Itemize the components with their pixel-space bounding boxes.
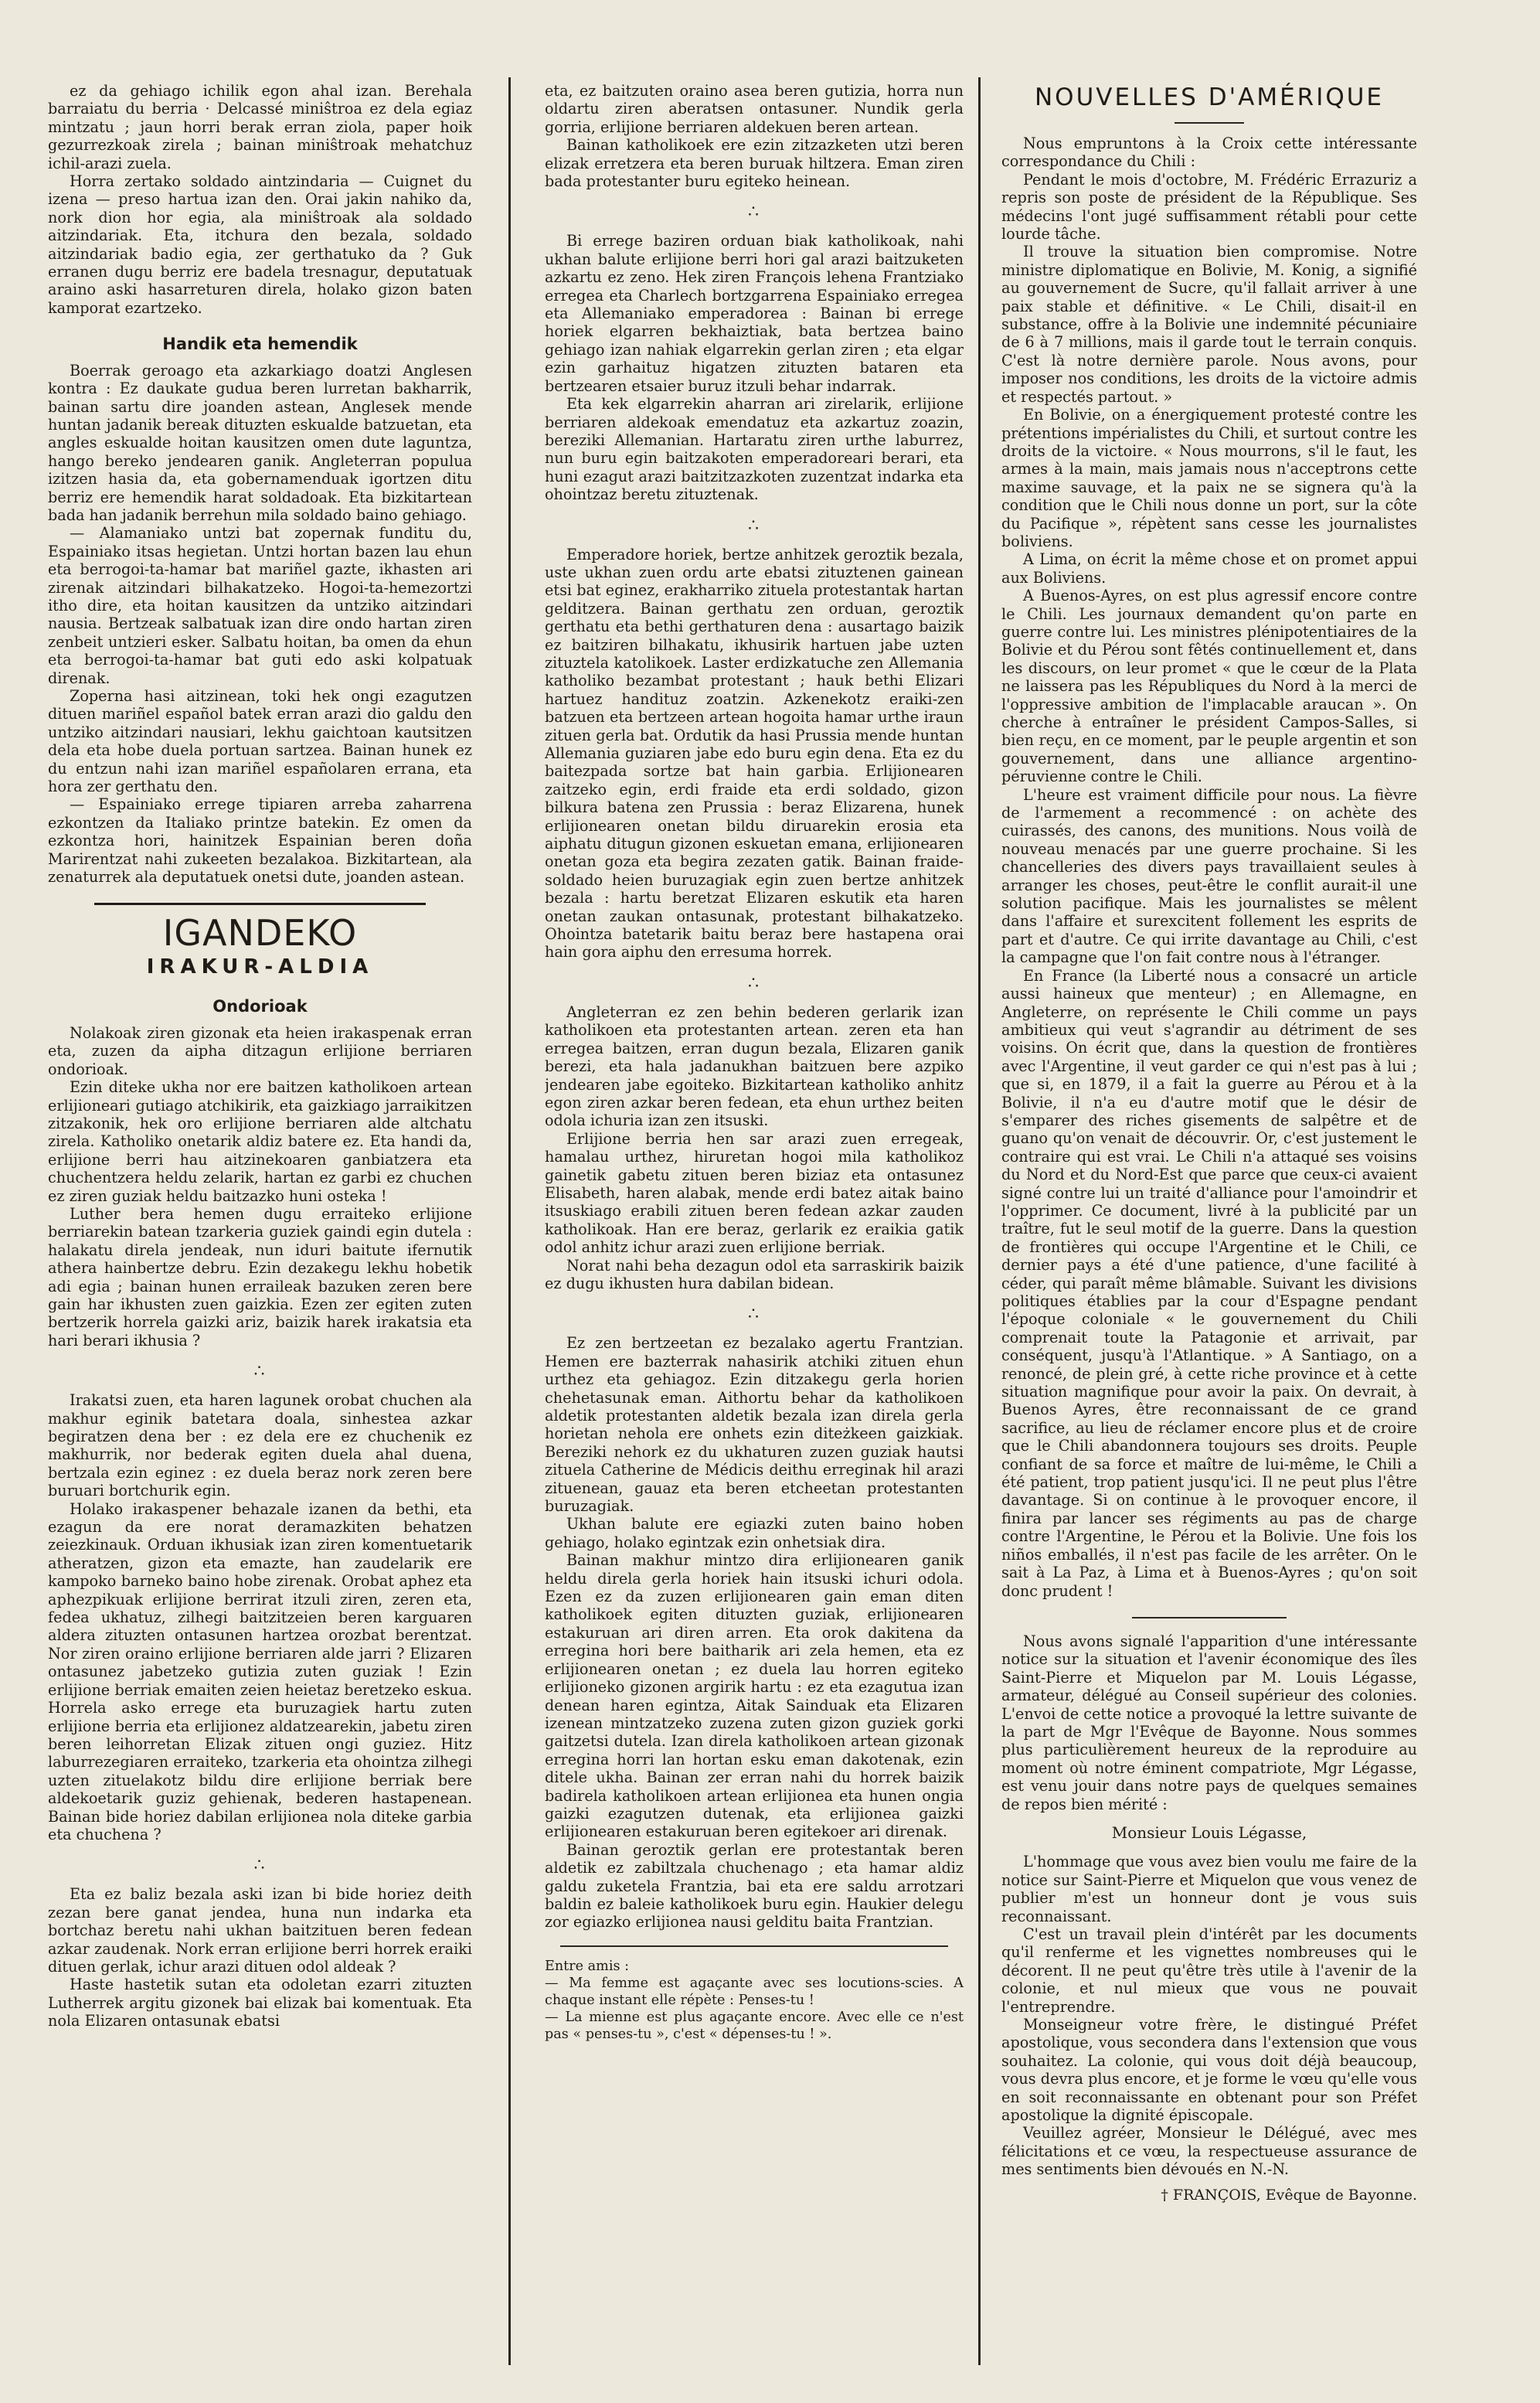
paragraph: Erlijione berria hen sar arazi zuen erregeak, hamalau urthez, hiruretan hogoi mila katholikoz gainetik gabetu zituen beren biziaz eta ontasunez Elisabeth, haren alabak, mende erdi batez aitak baino itsuskiago erabili zituen beren fedean azkar zauden katholikoak. Han ere beraz, gerlarik ez eraikia gatik odol anhitz ichur arazi zuen erlijione berriak. xyxy=(545,1129,964,1257)
paragraph: Nous avons signalé l'apparition d'une intéressante notice sur la situation et l'avenir économique des îles Saint-Pierre et Miquelon par M. Louis Légasse, armateur, délégué au Conseil supérieur des colonies. L'envoi de cette notice a provoqué la lettre suivante de la part de Mgr l'Evêque de Bayonne. Nous sommes plus particulièrement heureux de la reproduire au moment où notre éminent compatriote, Mgr Légasse, est venu jouir dans notre pays de quelques semaines de repos bien mérité : xyxy=(1001,1632,1417,1813)
letter-salutation: Monsieur Louis Légasse, xyxy=(1111,1823,1307,1842)
note-line: — Ma femme est agaçante avec ses locutions-scies. A chaque instant elle répète : Penses-tu ! xyxy=(545,1975,964,2008)
ornament-icon: ∴ xyxy=(748,203,760,223)
paragraph: Horra zertako soldado aintzindaria — Cuignet du izena — preso hartua izan den. Orai jakin nahiko da, nork dion hor egia, ala miniŝtroak ala soldado aitzindariak. Eta, itchura den bezala, soldado aitzindariak badio egia, zer gerthatuko da ? Guk erranen dugu berriz ere badela tresnagur, deputatuak araino aski hasarreturen direla, holako gizon baten kamporat ezartzeko. xyxy=(48,172,472,317)
signature: † FRANÇOIS, Evêque de Bayonne. xyxy=(1161,2186,1417,2204)
paragraph: Bainan katholikoek ere ezin zitzazketen utzi beren elizak erretzera eta beren buruak hiltzera. Eman ziren bada protestanter buru egiteko heinean. xyxy=(545,136,964,191)
paragraph: En France (la Liberté nous a consacré un article aussi haineux que menteur) ; en Allemagne, en Angleterre, on représente le Chili comme un pays ambitieux qui veut s'agrandir au détriment de ses voisins. On écrit que, dans la question de frontières avec l'Argentine, il veut garder ce qui n'est pas à lui ; que si, en 1879, il a fait la guerre au Pérou et à la Bolivie, il n'a eu d'autre motif que le désir de s'emparer des riches gisements de salpêtre et de guano qu'on venait de découvrir. Or, c'est justement le contraire qui est vrai. Le Chili n'a attaqué ses voisins du Nord et du Nord-Est que parce que ceux-ci avaient signé contre lui un traité d'alliance pour l'amoindrir et l'opprimer. Ce document, livré à la publicité par un traître, fut le seul motif de la guerre. Dans la question de frontières qui occupe l'Argentine et le Chili, ce dernier pays a été d'une patience, d'une facilité à céder, qui paraît même blâmable. Suivant les divisions politiques établies par la cour d'Espagne pendant l'époque coloniale « le gouvernement du Chili comprenait toute la Patagonie et arrivait, par conséquent, jusqu'à l'Atlantique. » A Santiago, on a renoncé, de plein gré, à cette riche province et à cette situation magnifique pour avoir la paix. On devrait, à Buenos Ayres, être reconnaissant de ce grand sacrifice, au lieu de réclamer encore plus et de croire que le Chili abandonnera toujours ses droits. Peuple confiant de sa force et maître de lui-même, le Chili a été patient, trop patient jusqu'ici. Il ne peut plus l'être davantage. Si on continue à le provoquer encore, il finira par lancer ses régiments au pas de charge contre l'Argentine, le Pérou et la Bolivie. Une fois los niños emballés, il n'est pas facile de les arrêter. On le sait à La Paz, à Lima et à Buenos-Ayres ; qu'on soit donc prudent ! xyxy=(1001,966,1417,1600)
paragraph: eta, ez baitzuten oraino asea beren gutizia, horra nun oldartu ziren aberatsen ontasuner. Nundik gerla gorria, erlijione berriaren aldekuen beren artean. xyxy=(545,82,964,136)
paragraph: Ezin diteke ukha nor ere baitzen katholikoen artean erlijioneari gutiago atchikirik, eta gaizkiago jarraikitzen zitzakonik, hek oro erlijione berriaren alde altchatu zirela. Katholiko onetarik aldiz batere ez. Eta handi da, erlijione berri hau aitzinekoaren ganbiatzera eta chuchentzera heldu zelarik, hartan ez garbi ez chuchen ez ziren guziak heldu baitzazko huni osteka ! xyxy=(48,1078,472,1205)
paragraph: Ez zen bertzeetan ez bezalako agertu Frantzian. Hemen ere bazterrak nahasirik atchiki zituen ehun urthez eta gehiagoz. Ezin ditzakegu gerla horien chehetasunak eman. Aithortu behar da katholikoen aldetik protestanten aldetik bezala izan direla gerla horietan nehola ere onhets ezin diteżkeen gaizkiak. Bereziki nehork ez du ukhaturen zuzen guziak hautsi zituela Catherine de Médicis deithu erreginak hil arazi zituenean, gauaz eta beren etcheetan protestanten buruzagiak. xyxy=(545,1334,964,1516)
banner-rule xyxy=(94,903,426,905)
paragraph: En Bolivie, on a énergiquement protesté contre les prétentions impérialistes du Chili, et surtout contre les droits de la victoire. « Nous mourrons, s'il le faut, les armes à la main, mais jamais nous n'acceptrons cette maxime sauvage, et la paix ne se signera qu'à la condition que le Chili nous donne un port, sur la côte du Pacifique », répètent sans cesse les journalistes boliviens. xyxy=(1001,406,1417,550)
joke-note xyxy=(545,1958,964,2043)
paragraph: Zoperna hasi aitzinean, toki hek ongi ezagutzen dituen mariñel español batek erran arazi dio galdu den untziko aitzindari nausiari, lekhu gaichtoan kautsitzen dela eta hobe duela portuan sartzea. Bainan hunek ez du entzun nahi izan mariñel españolaren errana, eta hora zer gerthatu den. xyxy=(48,687,472,796)
column-right xyxy=(1001,82,1417,2370)
ornament-icon: ∴ xyxy=(253,1362,267,1382)
paragraph: Pendant le mois d'octobre, M. Frédéric Errazuriz a repris son poste de président de la République. Ses médecins l'ont jugé suffisamment rétabli pour cette lourde tâche. xyxy=(1001,170,1417,243)
ornament-icon: ∴ xyxy=(748,1305,760,1325)
paragraph: ez da gehiago ichilik egon ahal izan. Berehala barraiatu du berria · Delcassé miniŝtroa ez dela egiaz mintzatu ; jaun horri berak erran ziola, paper hoik gezurrezkoak zirela ; bainan miniŝtroak mehatchuz ichil-arazi zuela. xyxy=(48,82,472,172)
paragraph: Il trouve la situation bien compromise. Notre ministre diplomatique en Bolivie, M. Konig, a signifié au gouvernement de Sucre, qu'il fallait arriver à une paix stable et définitive. « Le Chili, disait-il en substance, offre à la Bolivie une indemnité pécuniaire de 6 à 7 millions, mais il garde tout le terrain conquis. C'est là notre dernière parole. Nous avons, pour imposer nos conditions, les droits de la victoire admis et respectés partout. » xyxy=(1001,243,1417,406)
paragraph: — Alamaniako untzi bat zopernak funditu du, Espainiako itsas hegietan. Untzi hortan bazen lau ehun eta berrogoi-ta-hamar bat mariñel gazte, ikhasten ari zirenak aitzindari bilhakatzeko. Hogoi-ta-hemezortzi itho dire, eta hoitan kausitzen da untziko aitzindari nausia. Bertzeak salbatuak izan dire ondo hartan ziren zenbeit untzieri esker. Salbatu hoitan, ba omen da ehun eta berrogoi-ta-hamar bat guti edo aski kolpatuak direnak. xyxy=(48,524,472,687)
separator-rule xyxy=(1132,1617,1287,1618)
paragraph: Luther bera hemen dugu erraiteko erlijione berriarekin batean tzarkeria guziek gaindi egin dutela : halakatu direla jendeak, nun iduri baitute ifernutik athera hainbertze debru. Ezin dezakegu lekhu hobetik adi egia ; bainan hunen erraileak bazuken zeren bere gain har ikhusten zuen gaizkia. Ezen zer egiten zuten bertzerik horrela gaizki ariz, baizik harek irakatsia eta hari berari ikhusia ? xyxy=(48,1204,472,1350)
section-heading: Handik eta hemendik xyxy=(162,335,358,354)
paragraph: L'hommage que vous avez bien voulu me faire de la notice sur Saint-Pierre et Miquelon que vous venez de publier m'est un honneur dont je vous suis reconnaissant. xyxy=(1001,1853,1417,1925)
ornament-icon: ∴ xyxy=(748,973,760,993)
paragraph: Ukhan balute ere egiazki zuten baino hoben gehiago, holako egintzak ezin onhetsiak dira. xyxy=(545,1515,964,1551)
section-title: NOUVELLES D'AMÉRIQUE xyxy=(1034,83,1385,111)
paragraph: A Lima, on écrit la même chose et on promet appui aux Boliviens. xyxy=(1001,550,1417,587)
paragraph: Emperadore horiek, bertze anhitzek geroztik bezala, uste ukhan zuen ordu arte ebatsi zituztenen gainean etsi bat eginez, erakharriko zituela protestantak hartan gelditzera. Bainan gerthatu zen orduan, geroztik gerthatu eta bethi gerthaturen dena : ausartago baizik ez baitziren bilhakatu, ikhusirik hartuen jabe uzten zituztela katolikoek. Laster erdizkatuche zen Allemania katholiko bezambat protestant ; hauk bethi Elizari hartuez handituz zoatzin. Azkenekotz eraiki-zen batzuen eta bertzeen artean hogoita hamar urthe iraun zituen gerla bat. Ordutik da hasi Prussia mende huntan Allemania guziaren jabe edo buru egin dena. Eta ez du baitezpada sortze bat hain garbia. Erlijionearen zaitzeko egin, erdi fraide eta erdi soldado, gizon bilkura batena zen Prussia : beraz Elizarena, hunek erlijionearen onetan bildu diruarekin erosia eta aiphatu ditugun gizonen eskuetan emana, erlijionearen onetan goza eta begira zezaten gatik. Bainan fraide-soldado heien buruzagiak egin zuen bertze anhitzek bezala : hartu beretzat Elizaren eskutik eta haren onetan zaukan ontasunak, protestant bilhakatzeko. Ohointza batetarik baitu beraz bere hastapena orai hain gora aiphu den erresuma horrek. xyxy=(545,545,964,962)
paragraph: Boerrak geroago eta azkarkiago doatzi Anglesen kontra : Ez daukate gudua beren lurretan bakharrik, bainan sartu dire joanden astean, Anglesek mende huntan jadanik bereak dituzten eskualde batzuetan, eta angles eskualde hoitan kausitzen omen dute laguntza, hango bereko jendearen ganik. Angleterran populua izitzen hasia da, eta gobernamenduak igortzen ditu berriz ere hemendik harat soldadoak. Eta bizkitartean bada han jadanik berrehun mila soldado baino gehiago. xyxy=(48,361,472,524)
paragraph: C'est un travail plein d'intérêt par les documents qu'il renferme et les vignettes nombreuses qui le décorent. Il ne peut qu'être très utile à l'avenir de la colonie, et nul mieux que vous ne pouvait l'entreprendre. xyxy=(1001,1925,1417,2016)
paragraph: Nous empruntons à la Croix cette intéressante correspondance du Chili : xyxy=(1001,134,1417,171)
paragraph: A Buenos-Ayres, on est plus agressif encore contre le Chili. Les journaux demandent qu'on parte en guerre contre lui. Les ministres plénipotentiaires de la Bolivie et du Pérou sont fêtés continuellement et, dans les discours, on leur promet « que le cœur de la Plata ne laissera pas les Républiques du Nord à la merci de l'oppressive ambition de l'implacable araucan ». On cherche à entraîner le président Campos-Salles, si bien reçu, en ce moment, par le peuple argentin et son gouvernement, dans une alliance argentino-péruvienne contre le Chili. xyxy=(1001,587,1417,786)
paragraph: Monseigneur votre frère, le distingué Préfet apostolique, vous secondera dans l'extension que vous souhaitez. La colonie, qui vous doit déjà beaucoup, vous devra plus encore, et je forme le vœu qu'elle vous en soit reconnaissante en obtenant pour son Préfet apostolique la dignité épiscopale. xyxy=(1001,2016,1417,2125)
paragraph: Norat nahi beha dezagun odol eta sarraskirik baizik ez dugu ikhusten hura dabilan bidean. xyxy=(545,1256,964,1292)
column-middle xyxy=(545,82,964,2370)
paragraph: Irakatsi zuen, eta haren lagunek orobat chuchen ala makhur eginik batetara doala, sinhestea azkar begiratzen dena ber : ez dela ere ez chuchenik ez makhurrik, nor bederak egiten duela ahal duena, bertzala ezin eginez : ez duela beraz nork zeren bere buruari bortchurik egin. xyxy=(48,1391,472,1500)
paragraph: Eta ez baliz bezala aski izan bi bide horiez deith zezan bere ganat jendea, huna nun indarka eta bortchaz beretu nahi ukhan baitzituen beren fedean azkar zaudenak. Nork erran erlijione berri horrek eraiki dituen gerlak, ichur arazi dituen odol aldeak ? xyxy=(48,1885,472,1976)
paragraph: Angleterran ez zen behin bederen gerlarik izan katholikoen eta protestanten artean. zeren eta han erregea baitzen, erran dugun bezala, Elizaren ganik berezi, eta hala jadanukhan baitzuen bere azpiko jendearen jabe egoiteko. Bizkitartean katholiko anhitz egon ziren azkar beren fedean, eta ehun urthez beiten odola ichuria izan zen itsuski. xyxy=(545,1002,964,1130)
paragraph: Bi errege baziren orduan biak katholikoak, nahi ukhan balute erlijione berri hori gal arazi baitzuketen azkartu ez zeno. Hek ziren François lehena Frantziako erregea eta Charlech bortzgarrena Espainiako erregea eta Allemaniako emperadorea : Bainan bi errege horiek elgarren bekhaiztiak, bata bertzea baino gehiago izan nahiak elgarrekin gerlan ziren ; eta elgar ezin garhaituz higatzen zituzten bataren eta bertzearen etsaier buruz itzuli behar indarrak. xyxy=(545,232,964,395)
banner-subtitle: IRAKUR-ALDIA xyxy=(146,955,374,979)
section-heading: Ondorioak xyxy=(212,997,308,1016)
column-divider xyxy=(508,77,511,2365)
paragraph: Bainan makhur mintzo dira erlijionearen ganik heldu direla gerla horiek hain itsuski ichuri odola. Ezen ez da zuzen erlijionearen gain eman diten katholikoek egiten dituzten guziak, erlijionearen estakuruan ari diren arren. Eta orok dakitena da erregina hori bere baitharik ari zela hemen, eta ez erlijionearen onetan ; ez duela lau horren egiteko erlijioneko gizonen argirik hartu : ez eta ezagutua izan denean haren egintza, Aitak Sainduak eta Elizaren izenean mintzatzeko zuzena zuten gizon guziek gorki gaitzetsi dutela. Izan direla katholikoen artean gizonak erregina horri lan hortan esku eman dakotenak, ezin ditele ukha. Bainan zer erran nahi du horrek baizik badirela katholikoen artean erlijionea eta hunen ongia gaizki ezagutzen dutenak, eta erlijionea gaizki erlijionearen estakuruan beren egitekoer ari direnak. xyxy=(545,1551,964,1841)
paragraph: Bainan geroztik gerlan ere protestantak beren aldetik ez zabiltzala chuchenago ; eta hamar aldiz galdu zuketela Frantzia, bai eta ere saldu arrotzari baldin ez baleie katholikoek buru egin. Haukier delegu zor egiazko erlijionea nausi gelditu baita Frantzian. xyxy=(545,1840,964,1932)
paragraph: Eta kek elgarrekin aharran ari zirelarik, erlijione berriaren aldekoak emendatuz eta azkartuz zoazin, bereziki Allemanian. Hartaratu ziren urthe laburrez, nun buru egin baitzakoten emperadoreari berari, eta huni ezagut arazi baitzitzazkoten zuzentzat indarka eta ohointzaz beretu zituztenak. xyxy=(545,395,964,504)
note-rule xyxy=(560,1945,948,1947)
title-rule xyxy=(1175,122,1244,124)
ornament-icon: ∴ xyxy=(253,1856,267,1876)
note-line: — La mienne est plus agaçante encore. Avec elle ce n'est pas « penses-tu », c'est « dépenses-tu ! ». xyxy=(545,2009,964,2042)
paragraph: Veuillez agréer, Monsieur le Délégué, avec mes félicitations et ce vœu, la respectueuse assurance de mes sentiments bien dévoués en N.-N. xyxy=(1001,2124,1417,2179)
column-left xyxy=(48,82,472,2370)
paragraph: — Espainiako errege tipiaren arreba zaharrena ezkontzen da Italiako printze batekin. Ez omen da ezkontza hori, hainitzek Espainian beren doña Marirentzat nahi zukeeten bezalakoa. Bizkitartean, ala zenaturrek ala deputatuek onetsi dute, joanden astean. xyxy=(48,795,472,887)
column-divider xyxy=(978,77,981,2365)
paragraph: Nolakoak ziren gizonak eta heien irakaspenak erran eta, zuzen da aipha ditzagun erlijione berriaren ondorioak. xyxy=(48,1023,472,1078)
paragraph: Holako irakaspener behazale izanen da bethi, eta ezagun da ere norat deramazkiten behatzen zeiezkinauk. Orduan ikhusiak izan ziren komentuetarik atheratzen, gizon eta emazte, han zaudelarik ere kampoko barneko baino hobe zirenak. Orobat aphez eta aphezpikuak erlijione berrirat itzuli ziren, zeren eta, fedea ukhatuz, zilhegi baitzitzeien beren karguaren aldera zituzten ontasunen hartzea orozbat berentzat. Nor ziren oraino erlijione berriaren alde jarri ? Elizaren ontasunez jabetzeko gutizia zuten guziak ! Ezin erlijione berriak emaiten zeien heietaz beretzeko eskua. Horrela asko errege eta buruzagiek hartu zuten erlijione berria eta erlijionez aldatzearekin, jabetu ziren beren leihorretan Elizak zituen ongi guziez. Hitz laburrezegiaren erraiteko, tzarkeria eta ohointza zilhegi uzten zituelakotz bildu dire erlijione berriak bere aldekoetarik guziz gehienak, bederen hastapenean. Bainan bide horiez dabilan erlijionea nola diteke garbia eta chuchena ? xyxy=(48,1499,472,1843)
ornament-icon: ∴ xyxy=(748,516,760,536)
note-intro: Entre amis : xyxy=(545,1958,630,1974)
paragraph: Haste hastetik sutan eta odoletan ezarri zituzten Lutherrek argitu gizonek bai elizak bai komentuak. Eta nola Elizaren ontasunak ebatsi xyxy=(48,1976,472,2030)
paragraph: L'heure est vraiment difficile pour nous. La fièvre de l'armement a recommencé : on achète des cuirassés, des canons, des munitions. Nous voilà de nouveau menacés par une guerre prochaine. Si les chancelleries des divers pays travaillaient seules à arranger les choses, peut-être le conflit aurait-il une solution pacifique. Mais les journalistes se mêlent dans l'affaire et surexcitent follement les esprits de part et d'autre. Ce qui irrite davantage au Chili, c'est la campagne que l'on fait contre nous à l'étranger. xyxy=(1001,785,1417,967)
banner-title: IGANDEKO xyxy=(162,912,358,955)
